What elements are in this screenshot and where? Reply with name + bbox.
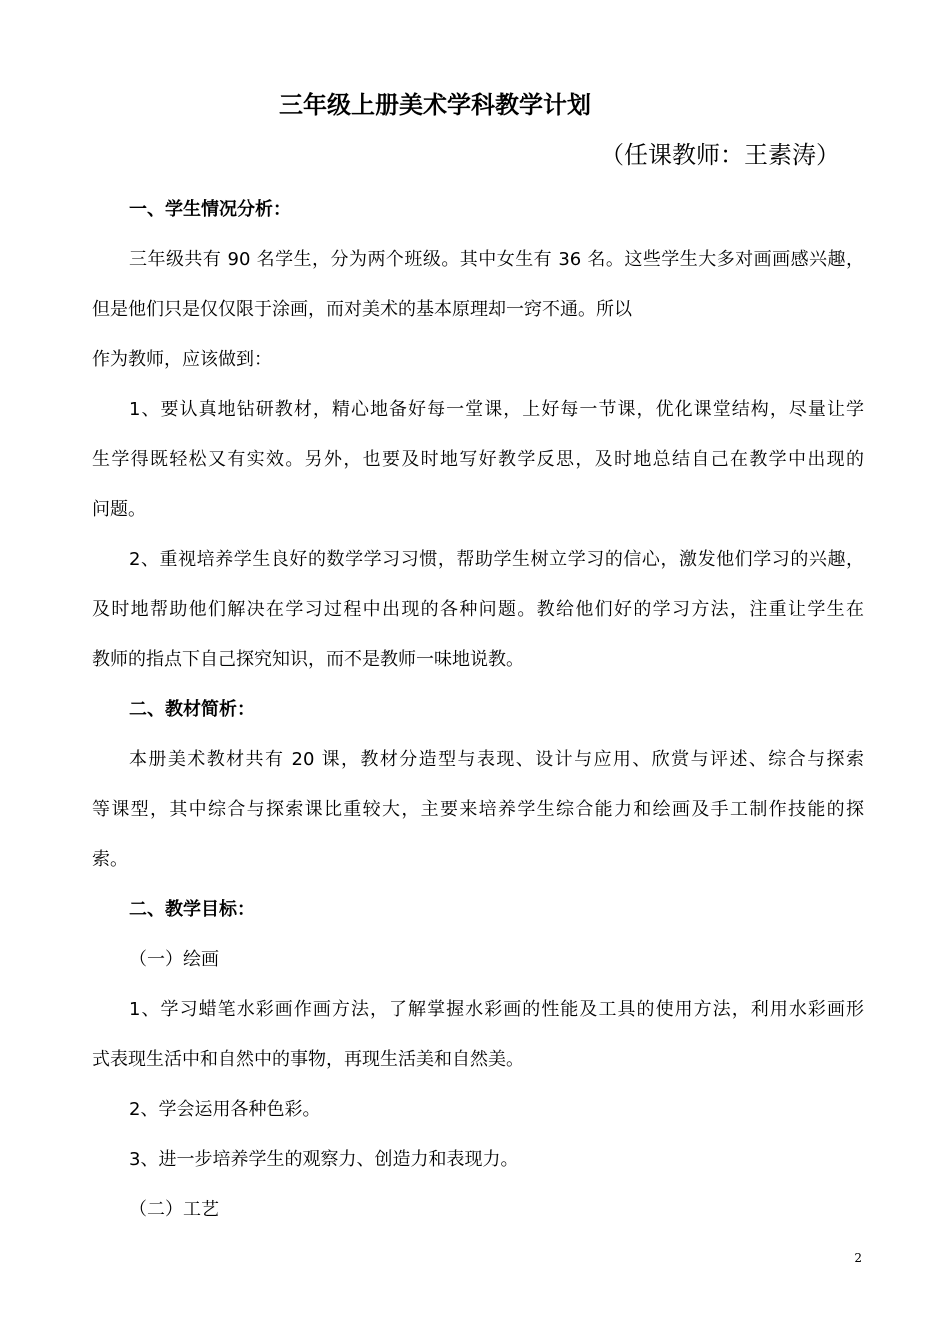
paragraph-line: 三年级共有 90 名学生，分为两个班级。其中女生有 36 名。这些学生大多对画画感兴趣， [129,249,864,270]
document-body [92,196,864,1246]
paragraph-line: 本册美术教材共有 20 课，教材分造型与表现、设计与应用、欣赏与评述、综合与探索 [129,749,864,770]
paragraph-line: 生学得既轻松又有实效。另外，也要及时地写好教学反思，及时地总结自己在教学中出现的 [92,449,864,470]
paragraph-line: 式表现生活中和自然中的事物，再现生活美和自然美。 [92,1049,524,1070]
section-heading-student-analysis: 一、学生情况分析： [129,199,291,220]
section-heading-teaching-goals: 二、教学目标： [129,899,255,920]
section-heading-textbook-analysis: 二、教材简析： [129,699,255,720]
subsection-heading-painting: （一）绘画 [129,949,219,970]
paragraph-line: 及时地帮助他们解决在学习过程中出现的各种问题。教给他们好的学习方法，注重让学生在 [92,599,864,620]
subsection-heading-craft: （二）工艺 [129,1199,219,1220]
paragraph-line: 3、进一步培养学生的观察力、创造力和表现力。 [129,1149,519,1170]
paragraph-line: 2、重视培养学生良好的数学学习习惯，帮助学生树立学习的信心，激发他们学习的兴趣， [129,549,864,570]
paragraph-line: 等课型，其中综合与探索课比重较大，主要来培养学生综合能力和绘画及手工制作技能的探 [92,799,864,820]
paragraph-line: 1、学习蜡笔水彩画作画方法，了解掌握水彩画的性能及工具的使用方法，利用水彩画形 [129,999,864,1020]
paragraph-line: 索。 [92,849,128,870]
paragraph-line: 作为教师，应该做到： [92,349,272,370]
paragraph-line: 1、要认真地钻研教材，精心地备好每一堂课，上好每一节课，优化课堂结构，尽量让学 [129,399,864,420]
teacher-line: （任课教师：王素涛） [600,141,840,169]
page-number: 2 [854,1251,862,1265]
paragraph-line: 2、学会运用各种色彩。 [129,1099,321,1120]
paragraph-line: 教师的指点下自己探究知识，而不是教师一味地说教。 [92,649,524,670]
paragraph-line: 但是他们只是仅仅限于涂画，而对美术的基本原理却一窍不通。所以 [92,299,632,320]
paragraph-line: 问题。 [92,499,146,520]
document-title: 三年级上册美术学科教学计划 [279,91,591,119]
